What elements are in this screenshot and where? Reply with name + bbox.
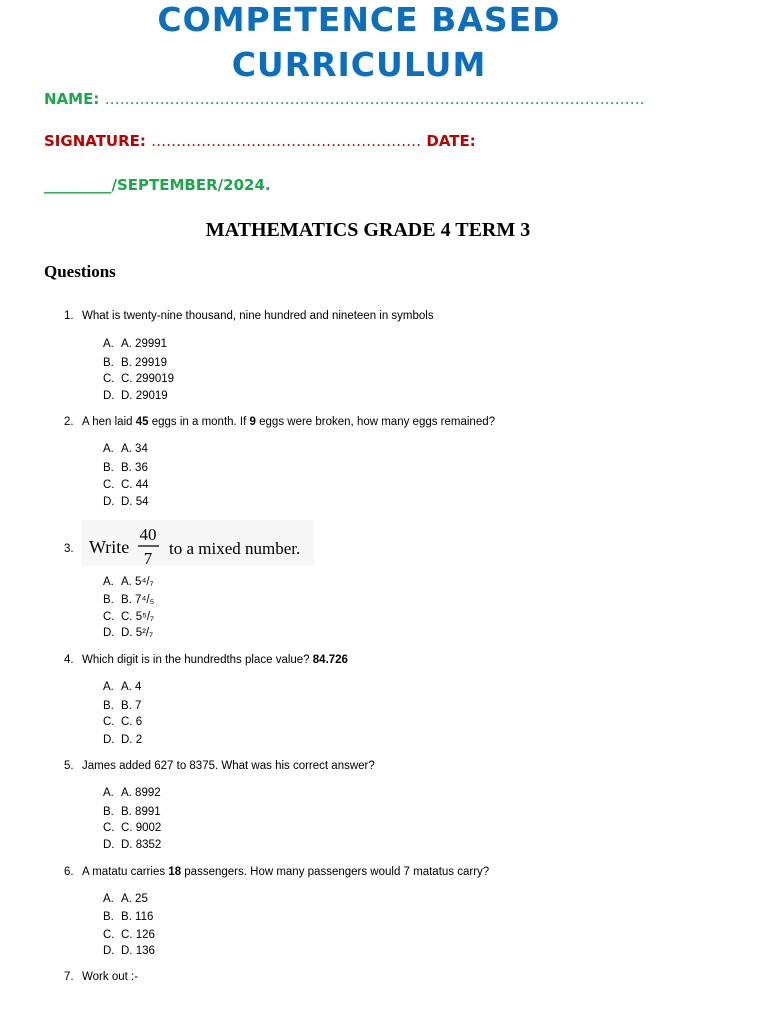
option-letter: D. <box>103 627 115 639</box>
question-number: 4. <box>64 654 74 666</box>
option-6b <box>103 911 153 923</box>
option-text: A. 34 <box>121 443 148 455</box>
option-6a <box>103 893 148 905</box>
question-number: 7. <box>64 971 74 983</box>
option-text: A. 29991 <box>121 338 168 350</box>
option-5c <box>103 822 161 834</box>
option-letter: B. <box>103 357 114 369</box>
question-3 <box>64 543 82 555</box>
question-6 <box>64 866 489 878</box>
option-2c <box>103 479 149 491</box>
title-line-2: CURRICULUM <box>231 45 487 84</box>
fraction-denominator: 7 <box>143 549 153 566</box>
question-number-value: 84.726 <box>312 654 348 666</box>
option-letter: B. <box>103 911 114 923</box>
option-text: A. 4 <box>121 681 142 693</box>
option-letter: B. <box>103 806 114 818</box>
question-text: Which digit is in the hundredths place value? <box>82 654 313 666</box>
option-5a <box>103 787 161 799</box>
question-number: 1. <box>64 310 74 322</box>
option-letter: C. <box>103 716 115 728</box>
question-text: Work out :- <box>82 971 139 983</box>
option-text: B. 116 <box>121 911 154 923</box>
option-1c <box>103 373 174 385</box>
question-number-value: 9 <box>249 416 256 428</box>
option-text: A. 5⁴/₇ <box>121 576 154 588</box>
date-label: DATE: <box>426 132 476 150</box>
option-1a <box>103 338 167 350</box>
option-1b <box>103 357 167 369</box>
option-text: A. 25 <box>121 893 148 905</box>
option-text: D. 54 <box>121 496 149 508</box>
option-letter: C. <box>103 373 115 385</box>
question-text: What is twenty-nine thousand, nine hundred and nineteen in symbols <box>82 310 434 322</box>
questions-heading: Questions <box>44 262 116 281</box>
option-4b <box>103 700 141 712</box>
option-letter: A. <box>103 576 114 588</box>
option-letter: A. <box>103 681 114 693</box>
option-letter: A. <box>103 338 114 350</box>
question-1 <box>64 310 434 322</box>
question-number-value: 45 <box>135 416 149 428</box>
option-text: A. 8992 <box>121 787 161 799</box>
fraction-numerator: 40 <box>139 525 157 544</box>
option-letter: B. <box>103 594 114 606</box>
date-value: _________/SEPTEMBER/2024. <box>44 176 271 194</box>
option-text: C. 5⁵/₇ <box>121 611 155 623</box>
question-2 <box>64 416 495 428</box>
option-letter: A. <box>103 893 114 905</box>
option-letter: A. <box>103 443 114 455</box>
option-text: C. 299019 <box>121 373 175 385</box>
title-line-1: COMPETENCE BASED <box>157 0 561 39</box>
option-3c <box>103 611 154 623</box>
question-number: 2. <box>64 416 74 428</box>
option-letter: A. <box>103 787 114 799</box>
fraction-question-image <box>82 520 314 566</box>
subject-title: MATHEMATICS GRADE 4 TERM 3 <box>205 219 531 241</box>
question-4 <box>64 654 348 666</box>
option-letter: C. <box>103 822 115 834</box>
name-blank: ……………………………………………………………………………………………… <box>104 90 645 108</box>
option-text: D. 136 <box>121 945 155 957</box>
option-letter: B. <box>103 462 114 474</box>
question-text: passengers. How many passengers would 7 matatus carry? <box>181 866 490 878</box>
option-3b <box>103 594 154 606</box>
option-4c <box>103 716 142 728</box>
option-4d <box>103 734 142 746</box>
option-text: C. 126 <box>121 929 155 941</box>
option-letter: D. <box>103 839 115 851</box>
option-6c <box>103 929 155 941</box>
question-text: James added 627 to 8375. What was his correct answer? <box>82 760 375 772</box>
question-text: eggs were broken, how many eggs remained? <box>255 416 496 428</box>
option-5d <box>103 839 161 851</box>
option-letter: D. <box>103 734 115 746</box>
option-letter: C. <box>103 929 115 941</box>
question-7 <box>64 971 138 983</box>
signature-field <box>44 132 476 150</box>
image-rest-text: to a mixed number. <box>169 539 301 558</box>
question-3-image <box>82 520 314 566</box>
option-2a <box>103 443 148 455</box>
option-2b <box>103 462 148 474</box>
option-letter: B. <box>103 700 114 712</box>
question-text: A hen laid <box>82 416 136 428</box>
signature-label: SIGNATURE: <box>44 132 146 150</box>
option-text: B. 7⁴/₅ <box>121 594 155 606</box>
option-letter: D. <box>103 945 115 957</box>
question-5 <box>64 760 375 772</box>
option-text: C. 6 <box>121 716 143 728</box>
option-text: D. 5²/₇ <box>121 627 154 639</box>
option-5b <box>103 806 161 818</box>
option-text: C. 44 <box>121 479 149 491</box>
option-text: B. 29919 <box>121 357 168 369</box>
question-number: 5. <box>64 760 74 772</box>
option-text: B. 7 <box>121 700 142 712</box>
option-text: D. 8352 <box>121 839 162 851</box>
option-1d <box>103 390 168 402</box>
option-letter: C. <box>103 611 115 623</box>
question-number: 3. <box>64 543 74 555</box>
question-text: A matatu carries <box>82 866 169 878</box>
option-text: D. 29019 <box>121 390 168 402</box>
option-3a <box>103 576 154 588</box>
option-6d <box>103 945 155 957</box>
name-label: NAME: <box>44 90 100 108</box>
option-text: B. 8991 <box>121 806 161 818</box>
option-2d <box>103 496 149 508</box>
question-text: eggs in a month. If <box>148 416 250 428</box>
option-text: C. 9002 <box>121 822 162 834</box>
question-number-value: 18 <box>168 866 182 878</box>
question-number: 6. <box>64 866 74 878</box>
option-letter: C. <box>103 479 115 491</box>
option-letter: D. <box>103 496 115 508</box>
option-3d <box>103 627 153 639</box>
image-word: Write <box>89 537 130 557</box>
option-4a <box>103 681 141 693</box>
option-letter: D. <box>103 390 115 402</box>
option-text: B. 36 <box>121 462 148 474</box>
option-text: D. 2 <box>121 734 143 746</box>
name-field <box>44 90 645 108</box>
signature-blank: ……………………………………………… <box>151 132 422 150</box>
